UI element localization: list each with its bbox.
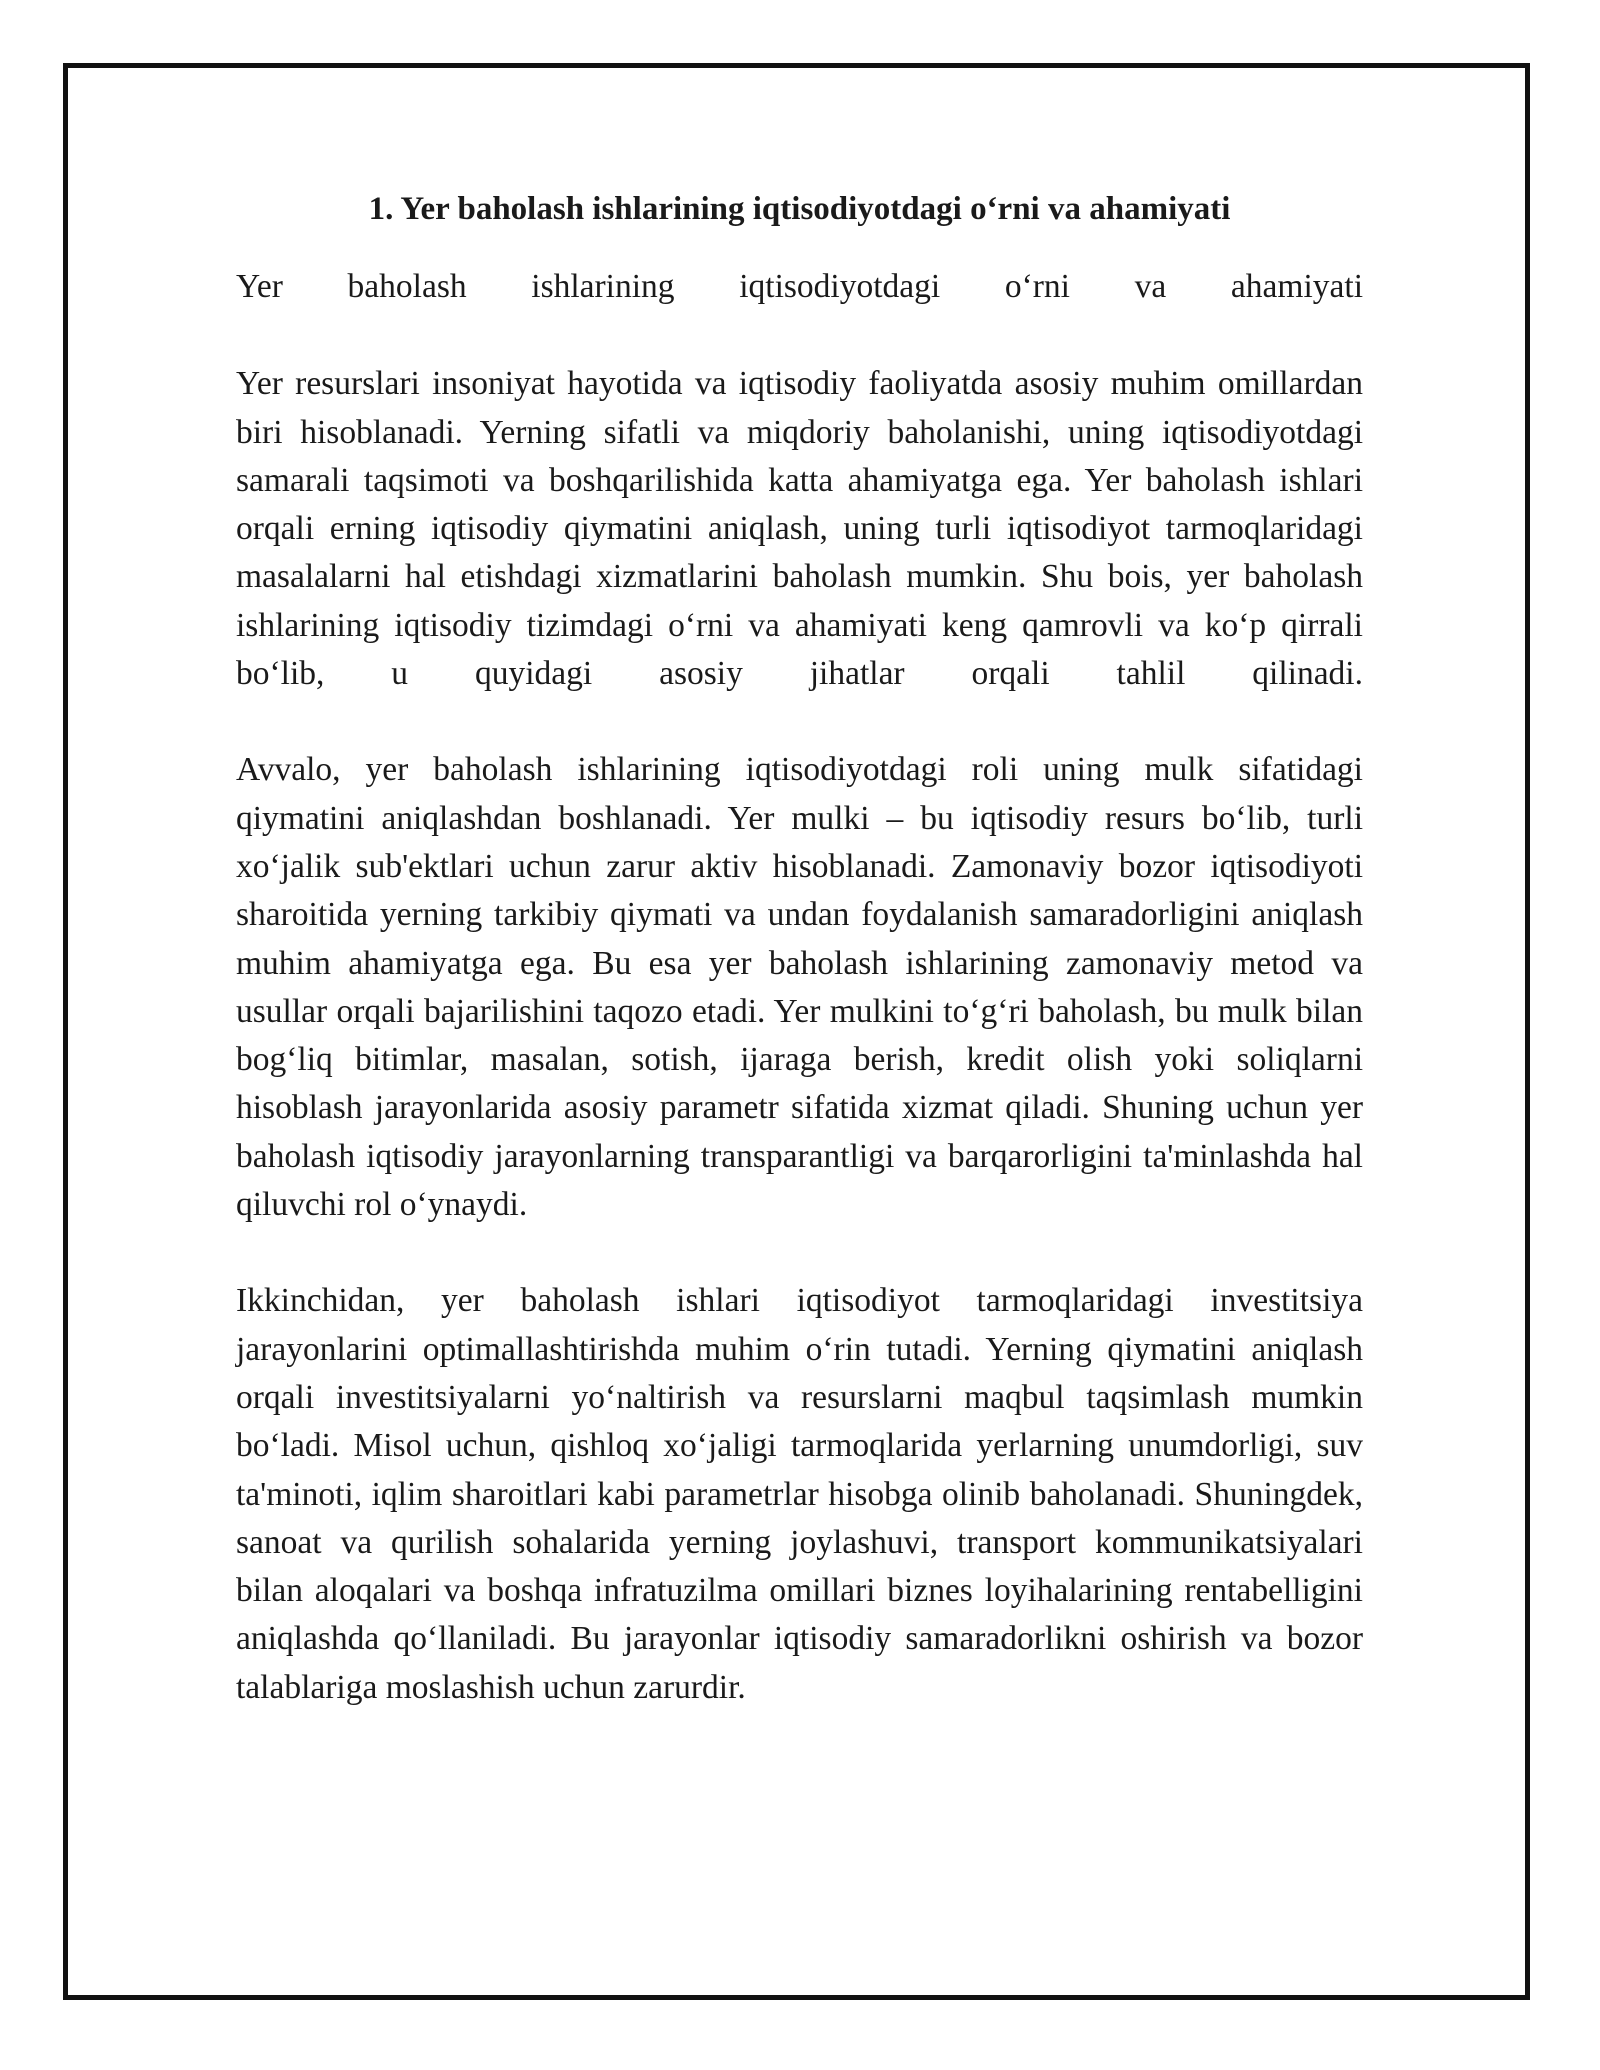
paragraph-2: Avvalo, yer baholash ishlarining iqtisodiyotdagi roli uning mulk sifatidagi qiymatini aniqlashdan boshlanadi. Yer mulki – bu iqtisodiy resurs bo‘lib, turli xo‘jalik sub'ektlari uchun zarur aktiv hisoblanadi. Zamonaviy bozor iqtisodiyoti sharoitida yerning tarkibiy qiymati va undan foydalanish samaradorligini aniqlash muhim ahamiyatga ega. Bu esa yer baholash ishlarining zamonaviy metod va usullar orqali bajarilishini taqozo etadi. Yer mulkini to‘g‘ri baholash, bu mulk bilan bog‘liq bitimlar, masalan, sotish, ijaraga berish, kredit olish yoki soliqlarni hisoblash jarayonlarida asosiy parametr sifatida xizmat qiladi. Shuning uchun yer baholash iqtisodiy jarayonlarning transparantligi va barqarorligini ta'minlashda hal qiluvchi rol o‘ynaydi. <box>236 751 1363 1224</box>
document-body <box>236 185 1363 1760</box>
paragraph-3: Ikkinchidan, yer baholash ishlari iqtisodiyot tarmoqlaridagi investitsiya jarayonlarini optimallashtirishda muhim o‘rin tutadi. Yerning qiymatini aniqlash orqali investitsiyalarni yo‘naltirish va resurslarni maqbul taqsimlash mumkin bo‘ladi. Misol uchun, qishloq xo‘jaligi tarmoqlarida yerlarning unumdorligi, suv ta'minoti, iqlim sharoitlari kabi parametrlar hisobga olinib baholanadi. Shuningdek, sanoat va qurilish sohalarida yerning joylashuvi, transport kommunikatsiyalari bilan aloqalari va boshqa infratuzilma omillari biznes loyihalarining rentabelligini aniqlashda qo‘llaniladi. Bu jarayonlar iqtisodiy samaradorlikni oshirish va bozor talablariga moslashish uchun zarurdir. <box>236 1282 1363 1706</box>
document-title: 1. Yer baholash ishlarining iqtisodiyotdagi o‘rni va ahamiyati <box>368 191 1231 227</box>
subtitle-line: Yer baholash ishlarining iqtisodiyotdagi o‘rni va ahamiyati <box>236 268 1363 305</box>
paragraph-1: Yer resurslari insoniyat hayotida va iqtisodiy faoliyatda asosiy muhim omillardan biri hisoblanadi. Yerning sifatli va miqdoriy baholanishi, uning iqtisodiyotdagi samarali taqsimoti va boshqarilishida katta ahamiyatga ega. Yer baholash ishlari orqali erning iqtisodiy qiymatini aniqlash, uning turli iqtisodiyot tarmoqlaridagi masalalarni hal etishdagi xizmatlarini baholash mumkin. Shu bois, yer baholash ishlarining iqtisodiy tizimdagi o‘rni va ahamiyati keng qamrovli va ko‘p qirrali bo‘lib, u quyidagi asosiy jihatlar orqali tahlil qilinadi. <box>236 365 1363 693</box>
